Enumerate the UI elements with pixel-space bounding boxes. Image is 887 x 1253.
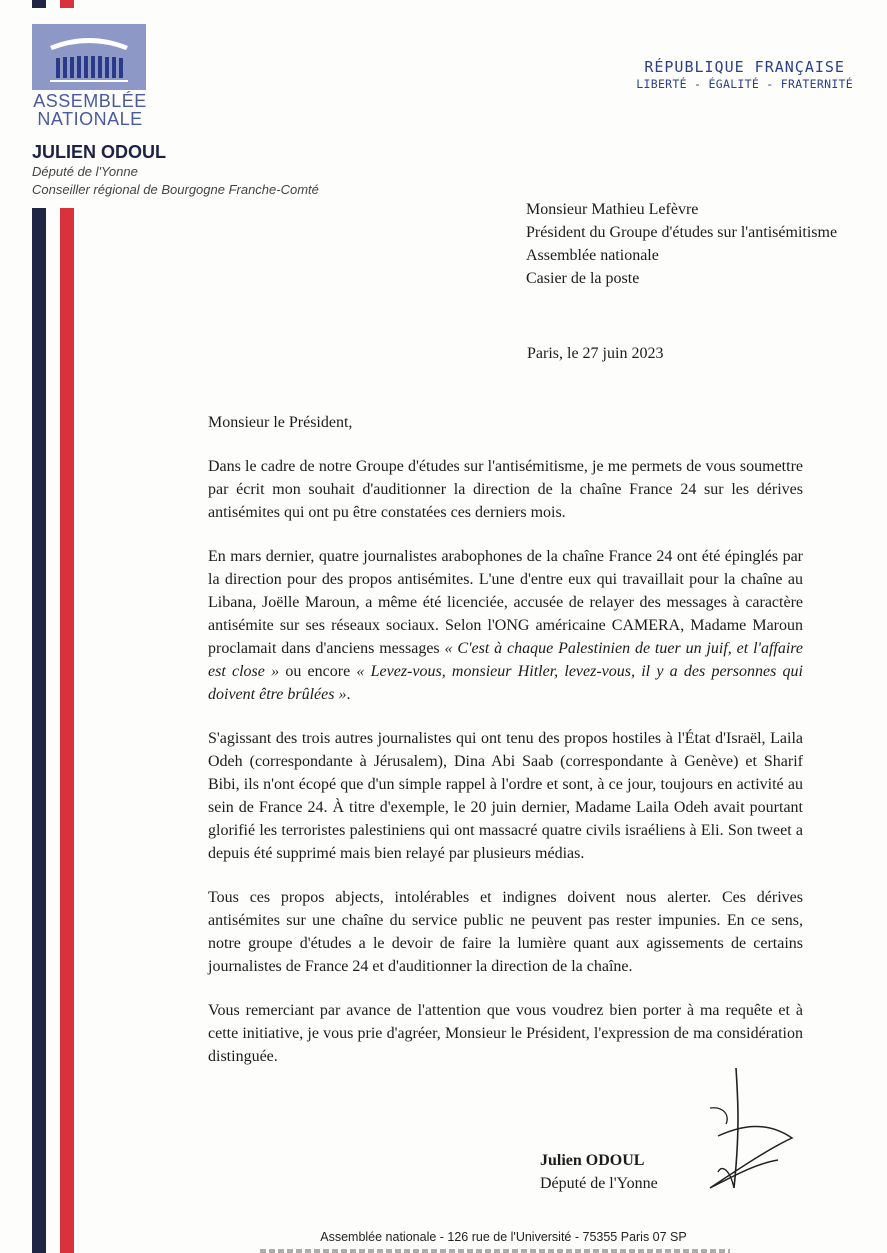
logo-wordmark — [28, 92, 152, 128]
footer-address: Assemblée nationale - 126 rue de l'Université - 75355 Paris 07 SP — [320, 1230, 687, 1244]
paragraph-2-text-c: . — [346, 686, 351, 703]
flag-stripe-blue-top — [32, 0, 46, 8]
republique-motto: LIBERTÉ - ÉGALITÉ - FRATERNITÉ — [636, 77, 853, 91]
flag-stripe-red-top — [60, 0, 74, 8]
handwritten-signature — [700, 1060, 810, 1205]
assemblee-logo-icon — [32, 24, 146, 90]
paragraph-2 — [208, 545, 803, 706]
flag-stripe-blue — [32, 208, 46, 1253]
signature-name: Julien ODOUL — [540, 1152, 645, 1169]
quote-2: « Levez-vous, monsieur Hitler, levez-vous, il y a des personnes qui doivent être brûlées » — [208, 663, 803, 703]
paragraph-3: S'agissant des trois autres journalistes qui ont tenu des propos hostiles à l'État d'Israël, Laila Odeh (correspondante à Jérusalem), Dina Abi Saab (correspondante à Genève) et Sharif Bibi, ils n'ont écopé que d'un simple rappel à l'ordre et sont, à ce jour, toujours en activité au sein de France 24. À titre d'exemple, le 20 juin dernier, Madame Laila Odeh avait pourtant glorifié les terroristes palestiniens qui ont massacré quatre civils israéliens à Eli. Son tweet a depuis été supprimé mais bien relayé par plusieurs médias. — [208, 730, 803, 862]
logo-line-1: ASSEMBLÉE — [33, 91, 147, 111]
salutation: Monsieur le Président, — [208, 414, 353, 431]
republique-title: RÉPUBLIQUE FRANÇAISE — [644, 58, 845, 76]
author-role-2: Conseiller régional de Bourgogne Franche-Comté — [32, 182, 319, 197]
recipient-line-4: Casier de la poste — [526, 270, 640, 287]
paragraph-1: Dans le cadre de notre Groupe d'études sur l'antisémitisme, je me permets de vous soumettre par écrit mon souhait d'auditionner la direction de la chaîne France 24 sur les dérives antisémites qui ont pu être constatées ces derniers mois. — [208, 458, 803, 521]
paragraph-4: Tous ces propos abjects, intolérables et indignes doivent nous alerter. Ces dérives antisémites sur une chaîne du service public ne peuvent pas rester impunies. En ce sens, notre groupe d'études a le devoir de faire la lumière quant aux agissements de certains journalistes de France 24 et d'auditionner la direction de la chaîne. — [208, 889, 803, 975]
signature-title: Député de l'Yonne — [540, 1175, 658, 1192]
author-name: JULIEN ODOUL — [32, 142, 167, 162]
letter-body — [208, 411, 803, 1089]
footer-cut-line — [260, 1249, 730, 1253]
recipient-line-3: Assemblée nationale — [526, 247, 659, 264]
paragraph-2-text-a: En mars dernier, quatre journalistes arabophones de la chaîne France 24 ont été épinglés par la direction pour des propos antisémites. L'une d'entre eux qui travaillait pour la chaîne au Libana, Joëlle Maroun, a même été licenciée, accusée de relayer des messages à caractère antisémite sur ses réseaux sociaux. Selon l'ONG américaine CAMERA, Madame Maroun proclamait dans d'anciens messages — [208, 548, 803, 657]
paragraph-2-text-b: ou encore — [279, 663, 357, 680]
author-role-1: Député de l'Yonne — [32, 164, 138, 179]
recipient-line-2: Président du Groupe d'études sur l'antisémitisme — [526, 224, 838, 241]
recipient-address — [526, 198, 837, 290]
republique-header — [636, 58, 853, 91]
letter-date: Paris, le 27 juin 2023 — [527, 345, 664, 362]
flag-stripe-red — [60, 208, 74, 1253]
paragraph-5: Vous remerciant par avance de l'attention que vous voudrez bien porter à ma requête et à cette initiative, je vous prie d'agréer, Monsieur le Président, l'expression de ma considération distinguée. — [208, 1002, 803, 1065]
recipient-line-1: Monsieur Mathieu Lefèvre — [526, 201, 699, 218]
logo-line-2: NATIONALE — [37, 109, 143, 129]
author-block — [32, 142, 319, 199]
quote-1: « C'est à chaque Palestinien de tuer un juif, et l'affaire est close » — [208, 640, 804, 680]
